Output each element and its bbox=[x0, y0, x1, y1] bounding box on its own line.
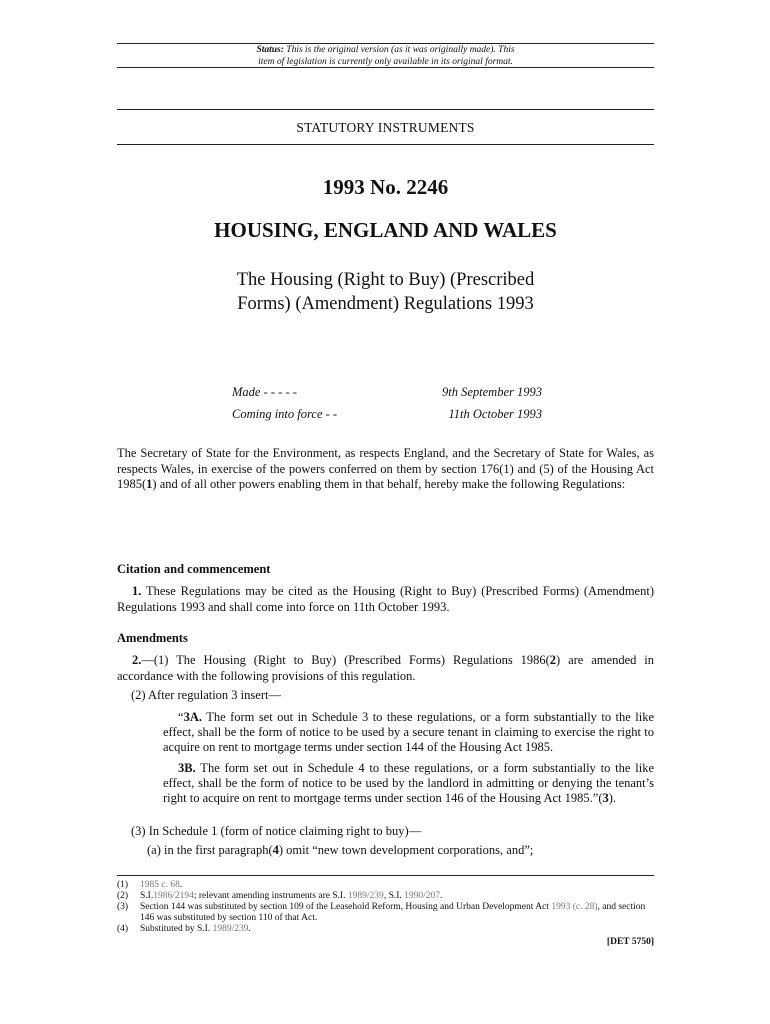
regulation-2-1-footnote-ref: 2 bbox=[549, 653, 557, 667]
dates-table bbox=[232, 381, 542, 425]
footnote-text-part: S.I. bbox=[140, 891, 154, 901]
footnote-text-part: , and section 146 was substituted by section 110 of that Act. bbox=[140, 902, 646, 923]
status-label: Status: bbox=[256, 45, 284, 55]
footnote-4 bbox=[117, 924, 654, 935]
footnote-ref: (3) bbox=[117, 902, 129, 912]
si-subject: HOUSING, ENGLAND AND WALES bbox=[214, 218, 557, 242]
date-value-coming-into-force: 11th October 1993 bbox=[448, 406, 542, 421]
footnote-rule bbox=[117, 875, 654, 876]
regulation-2-3-a-text-2: ) omit “new town development corporations, and”; bbox=[278, 843, 534, 857]
legislation-link[interactable]: 1985 c. 68 bbox=[140, 880, 180, 890]
regulation-3b-footnote-ref: 3 bbox=[602, 791, 609, 806]
footnote-text bbox=[140, 880, 654, 891]
citation-heading: Citation and commencement bbox=[117, 562, 271, 576]
footnote-text bbox=[140, 891, 654, 902]
date-row-coming-into-force bbox=[232, 403, 542, 425]
footnote-text-part: ; relevant amending instruments are S.I. bbox=[193, 891, 348, 901]
regulation-2-3: (3) In Schedule 1 (form of notice claiming right to buy)— bbox=[131, 824, 422, 838]
footnote-text-part: . bbox=[248, 924, 251, 934]
footnote-2 bbox=[117, 891, 654, 902]
regulation-2-1 bbox=[117, 653, 654, 684]
date-label-made: Made - - - - - bbox=[232, 384, 297, 399]
footnote-ref: (2) bbox=[117, 891, 129, 901]
preamble-footnote-ref: 1 bbox=[146, 477, 153, 491]
si-title-line2: Forms) (Amendment) Regulations 1993 bbox=[237, 294, 534, 314]
legislation-link[interactable]: 1989/239 bbox=[347, 891, 384, 901]
preamble bbox=[117, 446, 654, 493]
regulation-2-3-a-footnote-ref: 4 bbox=[272, 843, 279, 857]
footnote-text-part: , S.I. bbox=[383, 891, 405, 901]
amendments-heading: Amendments bbox=[117, 631, 188, 645]
footnote-text-part: . bbox=[179, 880, 183, 890]
footnote-ref: (1) bbox=[117, 880, 129, 890]
regulation-3b-text: The form set out in Schedule 4 to these regulations, or a form substantially to the like effect, shall be the form of notice to be used by the landlord in admitting or denying the tenant’s right to acquire on rent to mortgage terms under section 146 of the Housing Act 1985.”( bbox=[163, 761, 654, 806]
si-number: 1993 No. 2246 bbox=[322, 175, 449, 199]
regulation-2-1-text-b: ) are amended in accordance with the following provisions of this regulation. bbox=[117, 653, 654, 683]
inserted-regulation-3b bbox=[163, 761, 654, 807]
si-title bbox=[117, 268, 654, 316]
preamble-part2: ) and of all other powers enabling them in that behalf, hereby make the following Regulations: bbox=[152, 477, 626, 491]
preamble-part1: The Secretary of State for the Environment, as respects England, and the Secretary of State for Wales, as respects Wales, in exercise of the powers conferred on them by section 176(1) and (5) of the Housing Act 1985( bbox=[117, 446, 654, 491]
status-note bbox=[117, 44, 654, 68]
date-label-coming-into-force: Coming into force - - bbox=[232, 406, 338, 421]
date-value-made: 9th September 1993 bbox=[442, 384, 542, 399]
series-top-rule bbox=[117, 109, 654, 110]
footnote-text-part: Substituted by S.I. bbox=[140, 924, 213, 934]
regulation-3a-text: The form set out in Schedule 3 to these regulations, or a form substantially to the like effect, shall be the form of notice to be used by a secure tenant in claiming to exercise the right to acquire on rent to mortgage terms under section 144 of the Housing Act 1985. bbox=[163, 710, 654, 755]
regulation-1-number: 1. bbox=[132, 584, 142, 598]
regulation-2-3-a bbox=[147, 843, 654, 859]
series-bottom-rule bbox=[117, 144, 654, 145]
si-title-line1: The Housing (Right to Buy) (Prescribed bbox=[236, 270, 535, 290]
regulation-1 bbox=[117, 584, 654, 615]
series-heading: STATUTORY INSTRUMENTS bbox=[296, 120, 475, 135]
regulation-2-2: (2) After regulation 3 insert— bbox=[131, 688, 281, 702]
footnote-text bbox=[140, 902, 654, 924]
legislation-link[interactable]: 1990/207 bbox=[404, 891, 441, 901]
open-quote: “ bbox=[178, 710, 184, 724]
regulation-2-number: 2. bbox=[132, 653, 142, 667]
regulation-3a-number: 3A. bbox=[183, 710, 202, 724]
regulation-2-1-text-a: —(1) The Housing (Right to Buy) (Prescribed Forms) Regulations 1986( bbox=[141, 653, 550, 667]
det-code: [DET 5750] bbox=[606, 937, 654, 947]
status-text-line1: This is the original version (as it was originally made). This bbox=[286, 45, 515, 55]
footnote-3 bbox=[117, 902, 654, 924]
legislation-link[interactable]: 1986/2194 bbox=[153, 891, 194, 901]
status-bottom-rule bbox=[117, 67, 654, 68]
footnote-ref: (4) bbox=[117, 924, 129, 934]
footnote-text-part: . bbox=[440, 891, 443, 901]
status-text-line2: item of legislation is currently only available in its original format. bbox=[258, 57, 513, 67]
inserted-regulation-3a bbox=[163, 710, 654, 756]
legislation-link[interactable]: 1989/239 bbox=[212, 924, 249, 934]
footnote-text bbox=[140, 924, 654, 935]
footnotes bbox=[117, 880, 654, 935]
footnote-text-part: Section 144 was substituted by section 109 of the Leasehold Reform, Housing and Urban Development Act bbox=[140, 902, 552, 912]
footnote-1 bbox=[117, 880, 654, 891]
date-row-made bbox=[232, 381, 542, 403]
regulation-2-3-a-text-1: (a) in the first paragraph( bbox=[147, 843, 273, 857]
legislation-link[interactable]: 1993 (c. 28) bbox=[551, 902, 598, 912]
regulation-3b-number: 3B. bbox=[178, 761, 196, 775]
regulation-3b-close: ). bbox=[608, 791, 617, 806]
regulation-1-text: These Regulations may be cited as the Housing (Right to Buy) (Prescribed Forms) (Amendment) Regulations 1993 and shall come into force on 11th October 1993. bbox=[117, 584, 654, 614]
